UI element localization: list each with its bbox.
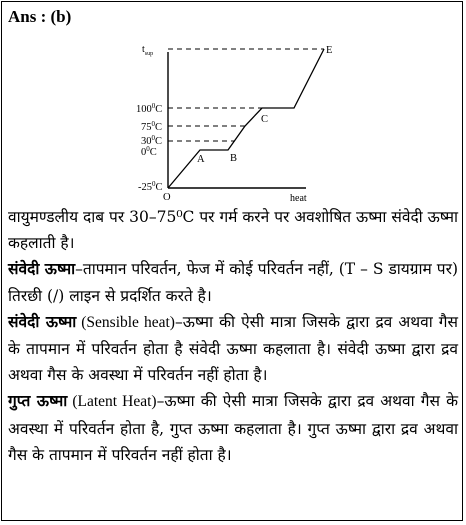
sensible-heat-term: संवेदी ऊष्मा bbox=[8, 259, 76, 279]
sensible-heat-english: (Sensible heat) bbox=[76, 313, 175, 331]
paragraph-3 bbox=[8, 309, 458, 389]
tick-100: $100^0C$ bbox=[136, 102, 163, 115]
answer-box bbox=[1, 1, 463, 521]
paragraph-4-text: –ऊष्मा की ऐसी मात्रा जिसके द्वारा द्रव अथवा गैस के अवस्था में परिवर्तन होता है, गुप्त ऊष्मा कहलाता है। गुप्त ऊष्मा द्वारा द्रव अथवा गैस के तापमान में परिवर्तन नहीं होता है। bbox=[8, 392, 458, 464]
paragraph-1: वायुमण्डलीय दाब पर 30–75⁰C पर गर्म करने पर अवशोषित ऊष्मा संवेदी ऊष्मा कहलाती है। bbox=[8, 208, 458, 253]
point-label-a: A bbox=[197, 154, 205, 165]
point-label-b: B bbox=[230, 153, 238, 164]
heating-curve bbox=[168, 49, 324, 188]
tick-0: $0^0C$ bbox=[141, 145, 157, 158]
point-label-c: C bbox=[261, 114, 269, 125]
paragraph-2-text: –तापमान परिवर्तन, फेज में कोई परिवर्तन नहीं, (T – S डायग्राम पर) तिरछी (/) लाइन से प्रदर्शित करते है। bbox=[8, 260, 458, 305]
paragraph-3-text: –ऊष्मा की ऐसी मात्रा जिसके द्वारा द्रव अथवा गैस के तापमान में परिवर्तन होता है संवेदी ऊष्मा कहलाता है। संवेदी ऊष्मा द्वारा द्रव अथवा गैस के अवस्था में परिवर्तन नहीं होता है। bbox=[8, 312, 459, 385]
y-axis-label: $t_{sup}$ bbox=[142, 44, 154, 57]
explanation-text bbox=[8, 204, 458, 468]
latent-heat-term: गुप्त ऊष्मा bbox=[8, 391, 68, 411]
tick-30: $30^0C$ bbox=[141, 134, 163, 147]
temperature-heat-graph bbox=[2, 2, 462, 202]
paragraph-2 bbox=[8, 256, 458, 308]
paragraph-4 bbox=[8, 388, 458, 468]
tick-75: $75^0C$ bbox=[141, 120, 163, 133]
x-axis-label: heat bbox=[290, 193, 307, 202]
latent-heat-english: (Latent Heat) bbox=[67, 393, 157, 411]
answer-label: Ans : (b) bbox=[8, 7, 72, 26]
point-label-e: E bbox=[326, 45, 333, 56]
tick-minus-25: $-25^0C$ bbox=[138, 180, 163, 193]
origin-label: O bbox=[163, 192, 171, 202]
sensible-heat-term: संवेदी ऊष्मा bbox=[8, 311, 77, 331]
